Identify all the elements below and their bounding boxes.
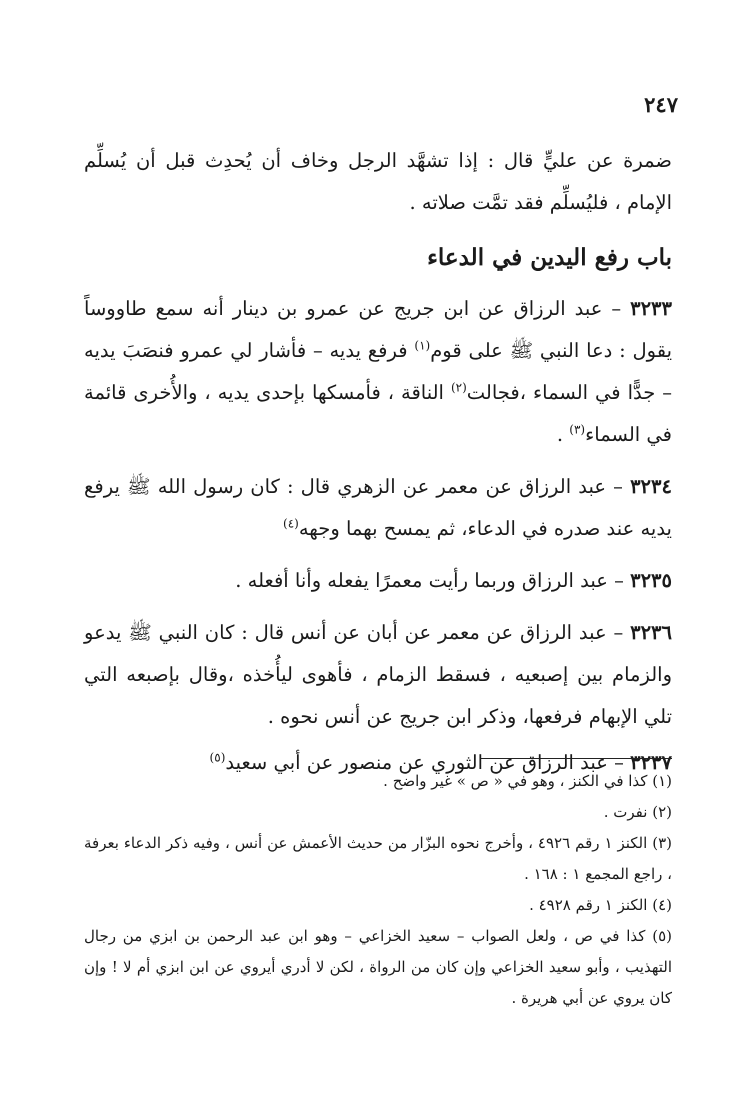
footnote-5: (٥) كذا في ص ، ولعل الصواب – سعيد الخزاعي – وهو ابن عبد الرحمن بن ابزي من رجال التهذيب ، وأبو سعيد الخزاعي وإن كان من الرواة ، لكن لا أدري أيروي عن ابن ابزي أم لا ! وإن كان يروي عن أبي هريرة . [84,927,672,1007]
hadith-3234 [84,466,672,550]
footnote-divider [480,758,672,759]
hadith-text: – عبد الرزاق عن الثوري عن منصور عن أبي سعيد [225,751,624,774]
footnote-3: (٣) الكنز ١ رقم ٤٩٢٦ ، وأخرج نحوه البزّار من حديث الأعمش عن أنس ، وفيه ذكر الدعاء بعرفة ، راجع المجمع ١ : ١٦٨ . [84,834,673,883]
hadith-number: ٣٢٣٤ [630,475,672,498]
hadith-text: – عبد الرزاق عن معمر عن الزهري قال : كان رسول الله ﷺ يرفع يديه عند صدره في الدعاء، ثم يمسح بهما وجهه [84,475,672,540]
footnote-2: (٢) نفرت . [603,803,672,821]
footnotes [84,766,672,1014]
footnote-ref: (١) [414,338,431,353]
footnote-1: (١) كذا في الكنز ، وهو في « ص » غير واضح . [383,772,672,790]
hadith-text-end: . [556,423,570,446]
footnote-ref: (٢) [450,380,467,395]
hadith-text-cont: الناقة ، فأمسكها بإحدى يديه ، والأُخرى قائمة في السماء [84,381,672,446]
hadith-text: – عبد الرزاق عن معمر عن أبان عن أنس قال : كان النبي ﷺ يدعو والزمام بين إصبعيه ، فسقط الزمام ، فأهوى ليأُخذه ،وقال بإصبعه التي تلي الإبهام فرفعها، وذكر ابن جريج عن أنس نحوه . [84,621,672,728]
chapter-heading: باب رفع اليدين في الدعاء [427,244,672,271]
hadith-3233 [84,288,672,456]
footnote-ref: (٥) [209,750,226,765]
footnote-4: (٤) الكنز ١ رقم ٤٩٢٨ . [529,896,672,914]
hadith-number: ٣٢٣٦ [630,621,673,644]
intro-paragraph: ضمرة عن عليٍّ قال : إذا تشهَّد الرجل وخاف أن يُحدِث قبل أن يُسلِّم الإمام ، فليُسلِّم فقد تمَّت صلاته . [84,149,672,214]
hadith-3236 [84,612,672,738]
hadith-number: ٣٢٣٧ [630,751,672,774]
footnote-ref: (٤) [283,516,299,531]
hadith-number: ٣٢٣٥ [630,569,672,592]
hadith-text-cont: فرفع يديه – فأشار لي عمرو فنصَبَ يديه – جدًّا في السماء ،فجالت [84,339,673,404]
main-text [84,140,672,788]
hadith-3235 [84,560,672,602]
hadith-text: – عبد الرزاق عن ابن جريج عن عمرو بن دينار أنه سمع طاووساً يقول : دعا النبي ﷺ على قوم [84,297,672,362]
page-number: ٢٤٧ [644,92,678,117]
footnote-ref: (٣) [569,422,586,437]
hadith-number: ٣٢٣٣ [630,297,672,320]
hadith-text: – عبد الرزاق وربما رأيت معمرًا يفعله وأنا أفعله . [235,569,624,592]
